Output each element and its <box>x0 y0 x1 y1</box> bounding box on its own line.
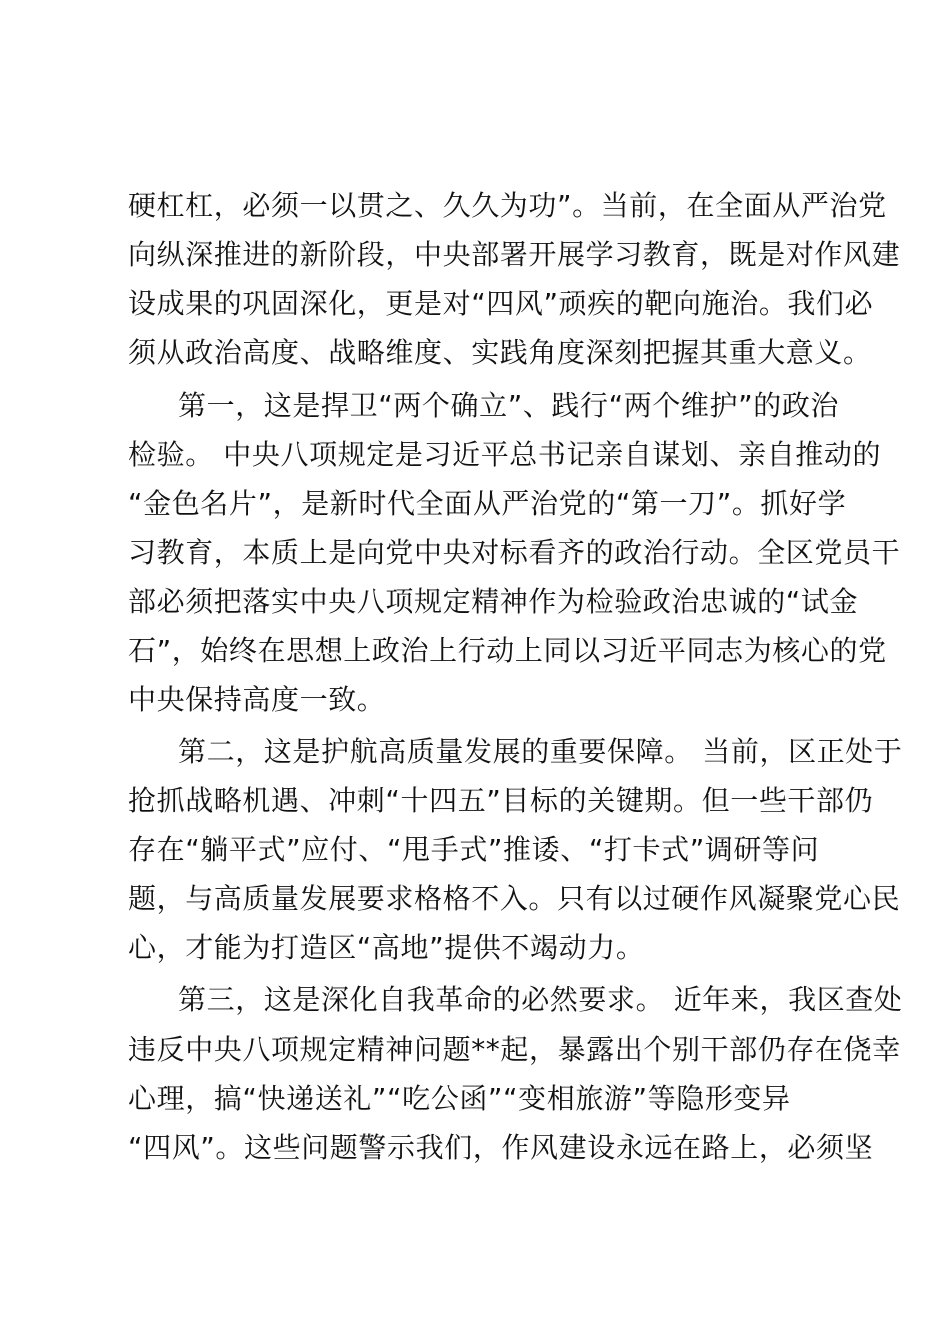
text-line: 心理，搞“快递送礼”“吃公函”“变相旅游”等隐形变异 <box>128 1082 791 1115</box>
text-line: 硬杠杠，必须一以贯之、久久为功”。当前，在全面从严治党 <box>128 189 887 222</box>
text-line: 心，才能为打造区“高地”提供不竭动力。 <box>128 931 645 964</box>
text-line: 向纵深推进的新阶段，中央部署开展学习教育，既是对作风建 <box>128 238 901 271</box>
text-line: 题，与高质量发展要求格格不入。只有以过硬作风凝聚党心民 <box>128 882 901 915</box>
text-line: 检验。 中央八项规定是习近平总书记亲自谋划、亲自推动的 <box>128 438 882 471</box>
text-line: 石”，始终在思想上政治上行动上同以习近平同志为核心的党 <box>128 634 887 667</box>
text-line: 设成果的巩固深化，更是对“四风”顽疾的靶向施治。我们必 <box>128 287 874 320</box>
text-line: 须从政治高度、战略维度、实践角度深刻把握其重大意义。 <box>128 336 872 369</box>
text-line: 存在“躺平式”应付、“甩手式”推诿、“打卡式”调研等问 <box>128 833 820 866</box>
paragraph-2-first-line: 第二，这是护航高质量发展的重要保障。 当前，区正处于 <box>178 735 903 768</box>
text-line: “金色名片”，是新时代全面从严治党的“第一刀”。抓好学 <box>128 487 847 520</box>
text-line: 习教育，本质上是向党中央对标看齐的政治行动。全区党员干 <box>128 536 901 569</box>
paragraph-3-first-line: 第三，这是深化自我革命的必然要求。 近年来，我区查处 <box>178 983 903 1016</box>
text-line: 违反中央八项规定精神问题**起，暴露出个别干部仍存在侥幸 <box>128 1033 901 1066</box>
text-line: 中央保持高度一致。 <box>128 683 386 716</box>
text-line: “四风”。这些问题警示我们，作风建设永远在路上，必须坚 <box>128 1131 874 1164</box>
text-line: 抢抓战略机遇、冲刺“十四五”目标的关键期。但一些干部仍 <box>128 784 874 817</box>
paragraph-1-first-line: 第一，这是捍卫“两个确立”、践行“两个维护”的政治 <box>178 389 840 422</box>
text-line: 部必须把落实中央八项规定精神作为检验政治忠诚的“试金 <box>128 585 859 618</box>
